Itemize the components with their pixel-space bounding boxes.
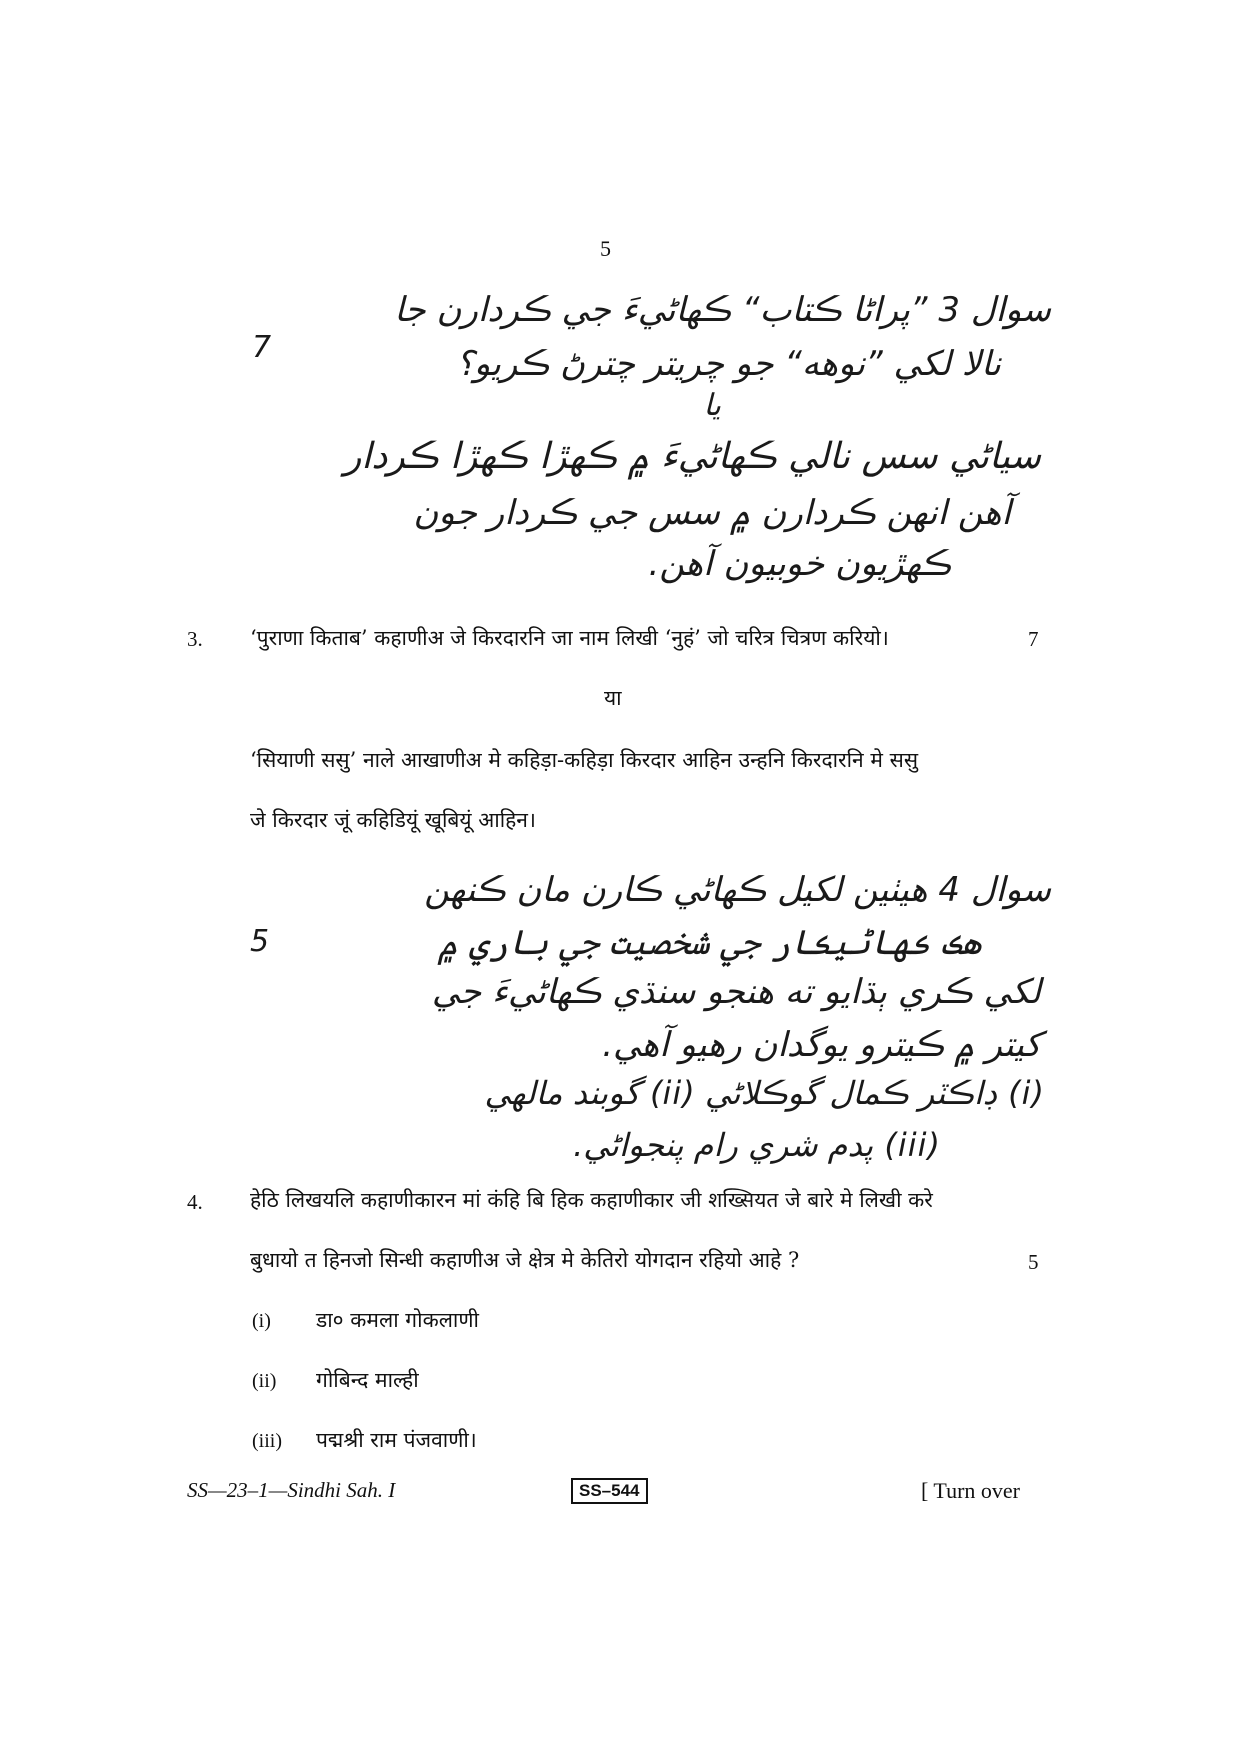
question-alt-text: जे किरदार जूं कहिडियूं खूबियूं आहिन। [250,808,536,832]
handwritten-line: کيتر ۾ ڪيترو يوگدان رهيو آهي. [602,1025,1041,1065]
footer-paper-id: SS—23–1—Sindhi Sah. I [187,1478,396,1502]
handwritten-line: ڪهڙيون خوبيون آهن. [648,544,951,584]
question-number: 4. [187,1190,203,1214]
question-alt-text: ‘सियाणी ससु’ नाले आखाणीअ मे कहिड़ा-कहिड़ा किरदार आहिन उन्हनि किरदारनि मे ससु [250,748,919,772]
option-text: पद्मश्री राम पंजवाणी। [316,1428,477,1452]
handwritten-line: لکي ڪري ٻڌايو ته هنجو سنڌي ڪهاڻيءَ جي [431,972,1041,1012]
question-number: 3. [187,627,203,651]
option-text: डा० कमला गोकलाणी [316,1308,479,1332]
footer-code-box: SS–544 [571,1478,648,1504]
question-text: बुधायो त हिनजो सिन्धी कहाणीअ जे क्षेत्र मे केतिरो योगदान रहियो आहे ? [250,1248,800,1272]
handwritten-line: نالا لکي ”نوهه“ جو چريتر چترڻ ڪريو؟ [455,344,1001,384]
answer-mark: 7 [252,330,272,365]
option-number: (ii) [252,1370,277,1392]
footer-turn-over: [ Turn over [921,1478,1021,1503]
handwritten-line: سوال 4 هيٺين لکيل ڪهاڻي ڪارن مان ڪنهن [424,870,1051,910]
option-number: (iii) [252,1430,282,1452]
option-text: गोबिन्द माल्ही [316,1368,419,1392]
handwritten-line: (i) ڊاڪٽر ڪمال گوڪلاڻي (ii) گوبند مالهي [484,1074,1045,1112]
handwritten-line: آهن انهن ڪردارن ۾ سس جي ڪردار جون [413,493,1011,533]
question-text: ‘पुराणा किताब’ कहाणीअ जे किरदारनि जा नाम लिखी ‘नुहं’ जो चरित्र चित्रण करियो। [250,626,889,650]
question-marks: 5 [1028,1250,1039,1274]
handwritten-line: يا [703,388,721,423]
answer-mark: 5 [250,924,270,959]
page-number: 5 [600,236,611,261]
question-marks: 7 [1028,627,1039,651]
or-label: या [604,686,622,710]
handwritten-line: (iii) پدم شري رام پنجواڻي. [573,1126,941,1164]
handwritten-line: هڪ ڪهاڻيڪار جي شخصيت جي باري ۾ [438,923,981,963]
handwritten-line: سوال 3 ”پراڻا ڪتاب“ ڪهاڻيءَ جي ڪردارن جا [394,290,1051,330]
question-text: हेठि लिखयलि कहाणीकारन मां कंहि बि हिक कहाणीकार जी शख्सियत जे बारे मे लिखी करे [250,1188,933,1212]
handwritten-line: سياڻي سس نالي ڪهاڻيءَ ۾ ڪهڙا ڪهڙا ڪردار [344,436,1041,477]
option-number: (i) [252,1310,271,1332]
